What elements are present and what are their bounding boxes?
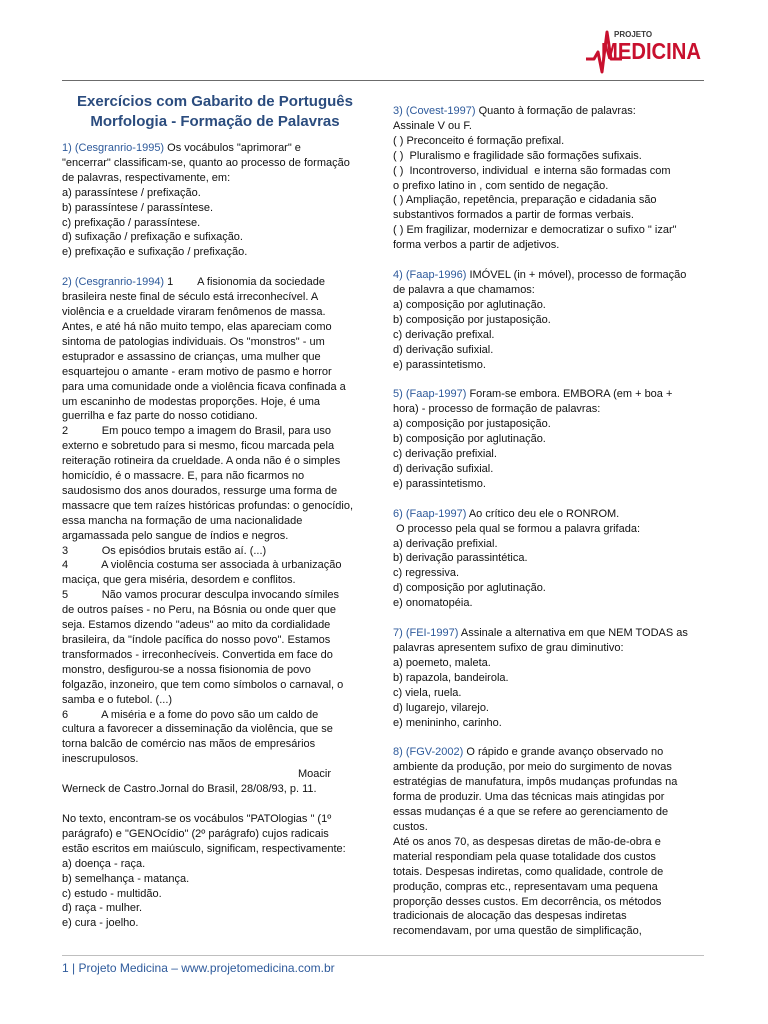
- question-7-line: d) lugarejo, vilarejo.: [393, 701, 489, 714]
- question-7-line: a) poemeto, maleta.: [393, 656, 491, 669]
- question-2-line: brasileira neste final de século está irreconhecível. A: [62, 291, 319, 304]
- question-4-first-line: [393, 268, 707, 283]
- question-8-heading: 8) (FGV-2002): [393, 746, 464, 759]
- question-6: [393, 507, 707, 611]
- question-5-line: c) derivação prefixial.: [393, 448, 497, 461]
- document-title: [62, 92, 368, 132]
- citation-source: Werneck de Castro.Jornal do Brasil, 28/08/93, p. 11.: [62, 783, 317, 796]
- question-2-line: reiteração rotineira da crueldade. A onda não é o simples: [62, 455, 341, 468]
- title-line-2: Morfologia - Formação de Palavras: [90, 113, 340, 130]
- question-2-option-b: b) semelhança - matança.: [62, 872, 190, 885]
- question-8-line: produção, compras etc., representavam uma pequena: [393, 880, 658, 893]
- question-2-line: externo e sobretudo para si mesmo, ficou marcada pela: [62, 440, 335, 453]
- right-column: [393, 104, 707, 954]
- question-8-line: estratégias de manufatura, impôs mudanças profundas na: [393, 776, 678, 789]
- question-2-line: saudosismo dos anos dourados, ressurge uma forma de: [62, 484, 338, 497]
- question-3-heading: 3) (Covest-1997): [393, 105, 476, 117]
- question-2-line: Antes, e até há não muito tempo, elas apareciam como: [62, 320, 332, 333]
- question-2-line: para uma comunidade onde a violência ficava confinada a: [62, 380, 346, 393]
- left-column: [62, 92, 368, 931]
- question-5-line: d) derivação sufixial.: [393, 462, 494, 475]
- question-2-line: guerrilha e faz parte do nosso cotidiano.: [62, 410, 258, 423]
- title-line-1: Exercícios com Gabarito de Português: [77, 93, 353, 110]
- question-1-line: Os vocábulos "aprimorar" e: [167, 142, 301, 154]
- question-8-line: essas mudanças é a que se refere ao gerenciamento de: [393, 806, 669, 819]
- question-6-line: e) onomatopéia.: [393, 597, 473, 610]
- question-5-line: a) composição por justaposição.: [393, 418, 551, 431]
- question-6-line: b) derivação parassintética.: [393, 552, 528, 565]
- question-2-option-a: a) doença - raça.: [62, 857, 146, 870]
- question-2: [62, 275, 368, 931]
- question-1-line: "encerrar" classificam-se, quanto ao processo de formação: [62, 156, 350, 169]
- question-8-line: O rápido e grande avanço observado no: [466, 746, 664, 759]
- question-2-line: essa mancha na formação de uma nacionalidade: [62, 514, 303, 527]
- question-6-line: d) composição por aglutinação.: [393, 582, 546, 595]
- question-3-line: o prefixo latino in , com sentido de negação.: [393, 179, 609, 192]
- question-4-line: de palavra a que chamamos:: [393, 283, 535, 296]
- question-4-line: e) parassintetismo.: [393, 358, 486, 371]
- question-2-line: um escaninho de modestas proporções. Hoje, é uma: [62, 395, 321, 408]
- question-2-heading: 2) (Cesgranrio-1994): [62, 276, 165, 289]
- question-5-line: hora) - processo de formação de palavras:: [393, 403, 601, 416]
- footer-rule: [62, 955, 704, 956]
- question-1-option-c: c) prefixação / parassíntese.: [62, 216, 201, 229]
- question-2-line: torna balcão de comércio nas mãos de empresários: [62, 738, 316, 751]
- question-5: [393, 387, 707, 491]
- question-4-line: d) derivação sufixial.: [393, 343, 494, 356]
- citation-author: Moacir: [298, 768, 332, 781]
- question-3-line: ( ) Incontroverso, individual e interna são formadas com: [393, 164, 671, 177]
- footer-site-link[interactable]: Projeto Medicina – www.projetomedicina.com.br: [78, 961, 335, 975]
- question-4: [393, 268, 707, 372]
- question-3-line: substantivos formados a partir de formas verbais.: [393, 209, 634, 222]
- question-2-prompt: No texto, encontram-se os vocábulos "PATOlogias " (1º: [62, 812, 332, 825]
- question-2-line: de outros países - no Peru, na Bósnia ou onde quer que: [62, 604, 336, 617]
- question-2-line: homicídio, é o massacre. E, para não ficarmos no: [62, 470, 305, 483]
- question-3-line: ( ) Pluralismo e fragilidade são formações sufixais.: [393, 149, 642, 162]
- question-2-line: 6 A miséria e a fome do povo são um caldo de: [62, 708, 319, 721]
- page-number: 1: [62, 961, 69, 975]
- question-3: [393, 104, 707, 253]
- question-3-line: Quanto à formação de palavras:: [478, 105, 636, 117]
- question-2-line: esquartejou o amante - eram motivo de pasmo e horror: [62, 365, 332, 378]
- question-2-line: 5 Não vamos procurar desculpa invocando símiles: [62, 589, 339, 602]
- question-7-first-line: [393, 626, 707, 641]
- question-6-heading: 6) (Faap-1997): [393, 507, 467, 520]
- question-2-line: inescrupulosos.: [62, 753, 139, 766]
- logo-main-text: MEDICINA: [601, 38, 701, 64]
- question-5-line: b) composição por aglutinação.: [393, 433, 546, 446]
- question-2-line: samba e o futebol. (...): [62, 693, 173, 706]
- question-4-line: b) composição por justaposição.: [393, 313, 551, 326]
- question-3-line: forma verbos a partir de adjetivos.: [393, 239, 560, 252]
- question-1-option-a: a) parassíntese / prefixação.: [62, 186, 201, 199]
- question-2-line: 3 Os episódios brutais estão aí. (...): [62, 544, 267, 557]
- question-5-line: Foram-se embora. EMBORA (em + boa +: [469, 388, 673, 401]
- question-2-option-c: c) estudo - multidão.: [62, 887, 162, 900]
- question-7-line: Assinale a alternativa em que NEM TODAS as: [460, 627, 688, 640]
- question-8-line: material respondiam pela quase totalidade dos custos: [393, 850, 656, 863]
- question-1: [62, 141, 368, 260]
- question-5-heading: 5) (Faap-1997): [393, 388, 467, 401]
- question-7-line: c) viela, ruela.: [393, 686, 462, 699]
- question-2-line: transformados - irreconhecíveis. Convertida em face do: [62, 648, 333, 661]
- question-1-line: de palavras, respectivamente, em:: [62, 171, 231, 184]
- question-8-line: tradicionais de alocação das despesas indiretas: [393, 910, 627, 923]
- question-1-option-b: b) parassíntese / parassíntese.: [62, 201, 214, 214]
- page-footer: [62, 961, 335, 975]
- question-2-line: sintoma de patologias individuais. Os "monstros" - um: [62, 335, 325, 348]
- question-2-prompt: parágrafo) e "GENOcídio" (2º parágrafo) cujos radicais: [62, 827, 329, 840]
- question-2-option-e: e) cura - joelho.: [62, 917, 139, 930]
- question-2-line: argamassada pelo sangue de índios e negros.: [62, 529, 289, 542]
- question-7-heading: 7) (FEI-1997): [393, 627, 459, 640]
- question-2-line: maciça, que gera miséria, desordem e conflitos.: [62, 574, 296, 587]
- question-5-line: e) parassintetismo.: [393, 477, 486, 490]
- question-2-option-d: d) raça - mulher.: [62, 902, 143, 915]
- question-4-heading: 4) (Faap-1996): [393, 269, 467, 282]
- question-6-line: Ao crítico deu ele o RONROM.: [468, 507, 620, 520]
- question-1-option-d: d) sufixação / prefixação e sufixação.: [62, 231, 243, 244]
- question-2-line: seja. Estamos dizendo "adeus" ao mito da cordialidade: [62, 619, 331, 632]
- question-1-heading: 1) (Cesgranrio-1995): [62, 142, 165, 154]
- question-8-line: totais. Despesas indiretas, como qualidade, controle de: [393, 865, 664, 878]
- projeto-medicina-logo: [584, 26, 704, 78]
- logo-ekg-icon: [584, 26, 704, 78]
- question-2-prompt: estão escritos em maiúsculo, significam, respectivamente:: [62, 842, 346, 855]
- question-6-line: O processo pela qual se formou a palavra grifada:: [393, 522, 641, 535]
- question-3-line: ( ) Preconceito é formação prefixal.: [393, 134, 565, 147]
- question-8-line: custos.: [393, 820, 428, 833]
- question-7-line: b) rapazola, bandeirola.: [393, 671, 509, 684]
- question-8-line: ambiente da produção, por meio do surgimento de novas: [393, 761, 672, 774]
- question-8-first-line: [393, 745, 707, 760]
- question-2-line: 1 A fisionomia da sociedade: [167, 276, 325, 289]
- question-3-line: Assinale V ou F.: [393, 119, 472, 132]
- question-2-line: folgazão, inzoneiro, que tem como símbolos o carnaval, o: [62, 678, 344, 691]
- question-7-line: e) menininho, carinho.: [393, 716, 502, 729]
- question-2-line: monstro, desfigurou-se a nossa fisionomia de povo: [62, 663, 311, 676]
- question-3-line: ( ) Ampliação, repetência, preparação e cidadania são: [393, 194, 657, 207]
- question-8-line: proporção desses custos. Em decorrência, os métodos: [393, 895, 662, 908]
- question-4-line: IMÓVEL (in + móvel), processo de formação: [469, 269, 687, 282]
- logo-top-text: PROJETO: [614, 30, 653, 39]
- question-4-line: c) derivação prefixal.: [393, 328, 495, 341]
- question-8-line: recomendavam, por uma questão de simplificação,: [393, 925, 642, 938]
- question-2-line: 2 Em pouco tempo a imagem do Brasil, para uso: [62, 425, 332, 438]
- question-3-first-line: [393, 104, 707, 119]
- question-2-line: massacre que tem raízes históricas profundas: o genocídio,: [62, 499, 354, 512]
- question-2-line: 4 A violência costuma ser associada à urbanização: [62, 559, 342, 572]
- question-2-line: brasileira, da "índole pacífica do nosso povo". Estamos: [62, 634, 331, 646]
- question-8-line: forma de produzir. Uma das técnicas mais atingidas por: [393, 791, 665, 804]
- question-2-line: violência e a crueldade viraram fenômenos de massa.: [62, 306, 326, 319]
- question-2-line: cultura a favorecer a disseminação da violência, que se: [62, 723, 333, 736]
- question-4-line: a) composição por aglutinação.: [393, 298, 546, 311]
- question-6-line: c) regressiva.: [393, 567, 460, 580]
- question-8: [393, 745, 707, 939]
- question-7-line: palavras apresentem sufixo de grau diminutivo:: [393, 642, 624, 654]
- question-5-first-line: [393, 387, 707, 402]
- question-7: [393, 626, 707, 730]
- footer-separator: |: [72, 961, 76, 975]
- question-2-line: estuprador e assassino de crianças, uma mulher que: [62, 350, 321, 363]
- header-rule: [62, 80, 704, 81]
- question-8-line: Até os anos 70, as despesas diretas de mão-de-obra e: [393, 835, 661, 848]
- question-3-line: ( ) Em fragilizar, modernizar e democratizar o sufixo " izar": [393, 224, 677, 237]
- question-6-line: a) derivação prefixial.: [393, 537, 498, 550]
- question-1-option-e: e) prefixação e sufixação / prefixação.: [62, 246, 248, 259]
- question-6-first-line: [393, 507, 707, 522]
